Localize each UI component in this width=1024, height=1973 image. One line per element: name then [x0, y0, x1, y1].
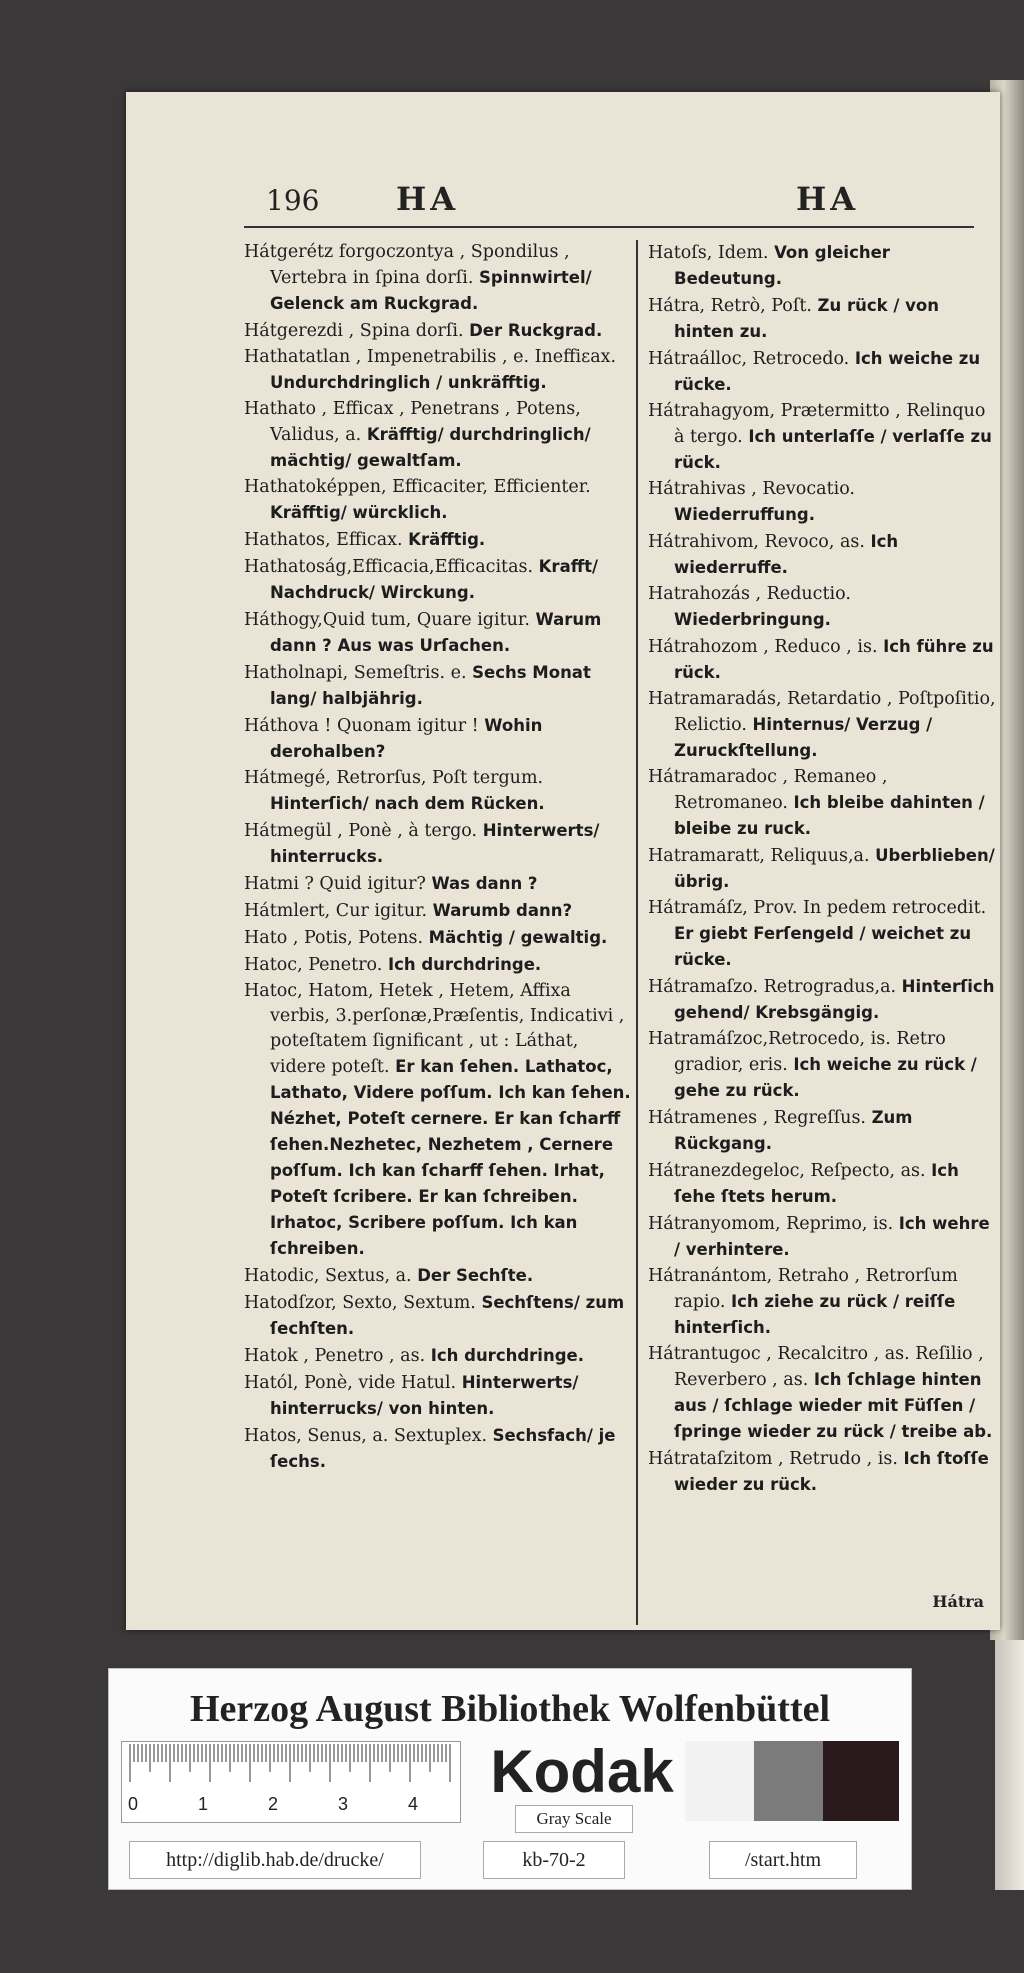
dictionary-entry [244, 607, 634, 659]
dictionary-entry [244, 925, 634, 951]
dictionary-entry [648, 1264, 998, 1341]
entry-latin: Hátramenes , Regreſſus. [648, 1108, 866, 1128]
entry-latin: Hatrahozás , Reductio. [648, 584, 851, 604]
kodak-logo: Kodak [490, 1738, 674, 1805]
entry-latin: Hátmegé, Retrorſus, Poſt tergum. [244, 768, 544, 788]
entry-latin: Hátmegül , Ponè , à tergo. [244, 821, 478, 841]
dictionary-entry [648, 1446, 998, 1498]
ruler-number: 2 [268, 1794, 279, 1814]
scan-edge-strip [995, 1640, 1024, 1890]
url-middle: kb-70-2 [483, 1841, 625, 1879]
entry-latin: Hátgerezdi , Spina dorſi. [244, 321, 464, 341]
dictionary-entry [244, 1263, 634, 1289]
entry-latin: Hathatatlan , Impenetrabilis , e. Ineffiεax. [244, 347, 617, 367]
entry-german: Der Ruckgrad. [469, 321, 603, 340]
dictionary-entry [648, 765, 998, 842]
left-column [244, 240, 634, 1476]
dictionary-entry [648, 1105, 998, 1157]
entry-latin: Hátra, Retrò, Poſt. [648, 296, 812, 316]
dictionary-entry [648, 896, 998, 973]
dictionary-entry [244, 475, 634, 526]
dictionary-entry [648, 346, 998, 398]
entry-latin: Hátranántom, Retraho , Retrorſum rapio. [648, 1266, 958, 1312]
dictionary-entry [648, 843, 998, 895]
dictionary-entry [244, 240, 634, 317]
gray-swatch [754, 1741, 830, 1821]
entry-german: Hinterwerts/ hinterrucks. [270, 821, 600, 866]
entry-german: Ich ſehe ſtets herum. [674, 1161, 959, 1206]
entry-german: Von gleicher Bedeutung. [674, 243, 890, 288]
black-swatch [823, 1741, 899, 1821]
dictionary-entry [648, 477, 998, 528]
entry-latin: Hatodſzor, Sexto, Sextum. [244, 1293, 476, 1313]
entry-german: Ich durchdringe. [387, 955, 542, 974]
entry-german: Zum Rückgang. [674, 1108, 913, 1153]
dictionary-entry [648, 1158, 998, 1210]
dictionary-entry [648, 529, 998, 581]
entry-german: Spinnwirtel/ Gelenck am Ruckgrad. [270, 268, 592, 313]
dictionary-entry [648, 974, 998, 1026]
entry-latin: Hathato , Efficax , Penetrans , Potens, Validus, a. [244, 399, 581, 445]
entry-german: Ich wiederruffe. [674, 532, 899, 577]
entry-german: Er kan ſehen. Lathatoc, Lathato, Videre poſſum. Ich kan ſehen. Nézhet, Poteſt cernere. Er kan ſcharff ſehen.Nezhetec, Nezhetem , Cernere poſſum. Ich kan ſcharff ſehen. Irhat, Poteſt ſcribere. Er kan ſchreiben. Irhatoc, Scribere poſſum. Ich kan ſchreiben. [270, 1057, 631, 1258]
entry-german: Was dann ? [431, 874, 538, 893]
dictionary-entry [244, 766, 634, 817]
entry-german: Mächtig / gewaltig. [428, 928, 608, 947]
dictionary-entry [648, 1027, 998, 1104]
entry-latin: Hátramaſzo. Retrogradus,a. [648, 977, 897, 997]
entry-german: Kräfftig/ durchdringlich/ mächtig/ gewaltſam. [270, 425, 591, 470]
dictionary-entry [648, 1211, 998, 1263]
entry-german: Kräfftig/ würcklich. [270, 503, 448, 522]
entry-german: Hinterſich gehend/ Krebsgängig. [674, 977, 995, 1022]
ruler-ticks [128, 1742, 454, 1784]
entry-german: Ich führe zu rück. [674, 637, 994, 682]
header-rule [244, 226, 974, 228]
entry-latin: Háthogy,Quid tum, Quare igitur. [244, 610, 530, 630]
dictionary-entry [244, 397, 634, 474]
dictionary-entry [244, 660, 634, 712]
entry-german: Hinternus/ Verzug / Zuruckſtellung. [674, 715, 933, 760]
entry-latin: Háthova ! Quonam igitur ! [244, 716, 479, 736]
url-right: /start.htm [709, 1841, 857, 1879]
dictionary-entry [244, 345, 634, 396]
entry-german: Krafft/ Nachdruck/ Wirckung. [270, 557, 598, 602]
entry-german: Wiederbringung. [674, 610, 831, 629]
entry-latin: Hato , Potis, Potens. [244, 928, 424, 948]
entry-latin: Hátranezdegeloc, Reſpecto, as. [648, 1161, 926, 1181]
dictionary-entry [244, 1370, 634, 1422]
entry-german: Zu rück / von hinten zu. [674, 296, 939, 341]
entry-german: Wohin derohalben? [270, 716, 543, 761]
entry-latin: Hátramaradoc , Remaneo , Retromaneo. [648, 767, 888, 813]
entry-latin: Hátrahagyom, Prætermitto , Relinquo à tergo. [648, 401, 986, 447]
entry-latin: Hatos, Senus, a. Sextuplex. [244, 1426, 488, 1446]
entry-german: Er giebt Ferſengeld / weichet zu rücke. [674, 924, 972, 969]
entry-latin: Hatmi ? Quid igitur? [244, 874, 426, 894]
ruler-number: 1 [198, 1794, 209, 1814]
entry-german: Sechsfach/ je ſechs. [270, 1426, 616, 1471]
ruler-scale [121, 1741, 461, 1823]
entry-latin: Hathatos, Efficax. [244, 530, 403, 550]
right-column [648, 240, 998, 1499]
ruler-number: 3 [338, 1794, 349, 1814]
url-left: http://diglib.hab.de/drucke/ [129, 1841, 421, 1879]
gray-scale-label: Gray Scale [515, 1805, 633, 1833]
catchword: Hátra [932, 1592, 984, 1611]
entry-german: Undurchdringlich / unkräfftig. [270, 373, 547, 392]
entry-latin: Hatholnapi, Semeſtris. e. [244, 663, 467, 683]
dictionary-entry [244, 713, 634, 765]
left-running-head: HA [396, 180, 460, 218]
entry-german: Kräfftig. [408, 530, 486, 549]
dictionary-entry [648, 399, 998, 476]
dictionary-entry [648, 634, 998, 686]
column-divider [636, 240, 638, 1625]
entry-german: Ich unterlaſſe / verlaſſe zu rück. [674, 427, 992, 472]
right-running-head: HA [796, 180, 860, 218]
dictionary-entry [648, 293, 998, 345]
dictionary-entry [244, 1290, 634, 1342]
entry-german: Sechſtens/ zum ſechſten. [270, 1293, 625, 1338]
entry-latin: Hathatoképpen, Efficaciter, Efficienter. [244, 477, 591, 497]
dictionary-entry [244, 952, 634, 978]
ruler-number: 4 [408, 1794, 419, 1814]
entry-german: Ich ſchlage hinten aus / ſchlage wieder mit Füſſen / ſpringe wieder zu rück / treibe ab. [674, 1370, 993, 1441]
entry-german: Uberblieben/ übrig. [674, 846, 995, 891]
entry-german: Ich weiche zu rück / gehe zu rück. [674, 1055, 977, 1100]
entry-latin: Hatoc, Penetro. [244, 955, 383, 975]
entry-latin: Hatodic, Sextus, a. [244, 1266, 412, 1286]
entry-latin: Hatoſs, Idem. [648, 243, 769, 263]
page-number: 196 [266, 184, 320, 217]
entry-latin: Hatoc, Hatom, Hetek , Hetem, Affixa verbis, 3.perſonæ,Præſentis, Indicativi , poteſtatem ſignificant , ut : Láthat, videre poteſt. [244, 981, 625, 1077]
library-title: Herzog August Bibliothek Wolfenbüttel [189, 1688, 831, 1730]
dictionary-entry [244, 871, 634, 897]
book-page [126, 92, 1000, 1630]
entry-german: Ich wehre / verhintere. [674, 1214, 990, 1259]
dictionary-entry [648, 240, 998, 292]
entry-latin: Hátrahivom, Revoco, as. [648, 532, 865, 552]
entry-german: Warumb dann? [432, 901, 573, 920]
entry-latin: Hatól, Ponè, vide Hatul. [244, 1373, 457, 1393]
entry-latin: Hathatoság,Efficacia,Efficacitas. [244, 557, 534, 577]
entry-german: Hinterſich/ nach dem Rücken. [270, 794, 545, 813]
scan-target-card [108, 1668, 912, 1890]
entry-german: Warum dann ? Aus was Urſachen. [270, 610, 602, 655]
white-swatch [685, 1741, 761, 1821]
entry-latin: Hátrataſzitom , Retrudo , is. [648, 1449, 898, 1469]
dictionary-entry [244, 1423, 634, 1475]
entry-latin: Hátrantugoc , Recalcitro , as. Reſilio , Reverbero , as. [648, 1344, 984, 1390]
dictionary-entry [244, 1343, 634, 1369]
entry-latin: Hátrahozom , Reduco , is. [648, 637, 878, 657]
entry-german: Ich bleibe dahinten / bleibe zu ruck. [674, 793, 985, 838]
dictionary-entry [648, 687, 998, 764]
entry-german: Ich weiche zu rücke. [674, 349, 981, 394]
entry-latin: Hatramáſzoc,Retrocedo, is. Retro gradior, eris. [648, 1029, 946, 1075]
dictionary-entry [244, 818, 634, 870]
entry-latin: Hátgerétz forgoczontya , Spondilus , Vertebra in ſpina dorſi. [244, 242, 570, 288]
entry-german: Ich ziehe zu rück / reiſſe hinterſich. [674, 1292, 956, 1337]
dictionary-entry [244, 979, 634, 1262]
entry-latin: Hátramáſz, Prov. In pedem retrocedit. [648, 898, 987, 918]
dictionary-entry [648, 1342, 998, 1445]
dictionary-entry [244, 898, 634, 924]
entry-german: Der Sechſte. [417, 1266, 534, 1285]
entry-latin: Hátranyomom, Reprimo, is. [648, 1214, 894, 1234]
entry-latin: Hatramaratt, Reliquus,a. [648, 846, 870, 866]
entry-latin: Hatramaradás, Retardatio , Poſtpoſitio, Relictio. [648, 689, 996, 735]
entry-german: Hinterwerts/ hinterrucks/ von hinten. [270, 1373, 579, 1418]
entry-german: Ich durchdringe. [430, 1346, 584, 1365]
dictionary-entry [244, 554, 634, 606]
dictionary-entry [244, 318, 634, 344]
entry-german: Wiederruffung. [674, 505, 816, 524]
dictionary-entry [244, 527, 634, 553]
dictionary-entry [648, 582, 998, 633]
ruler-number: 0 [128, 1794, 139, 1814]
entry-latin: Hátmlert, Cur igitur. [244, 901, 428, 921]
entry-german: Ich ſtoſſe wieder zu rück. [674, 1449, 989, 1494]
entry-latin: Hatok , Penetro , as. [244, 1346, 426, 1366]
entry-latin: Hátraálloc, Retrocedo. [648, 349, 850, 369]
entry-latin: Hátrahivas , Revocatio. [648, 479, 855, 499]
entry-german: Sechs Monat lang/ halbjährig. [270, 663, 591, 708]
